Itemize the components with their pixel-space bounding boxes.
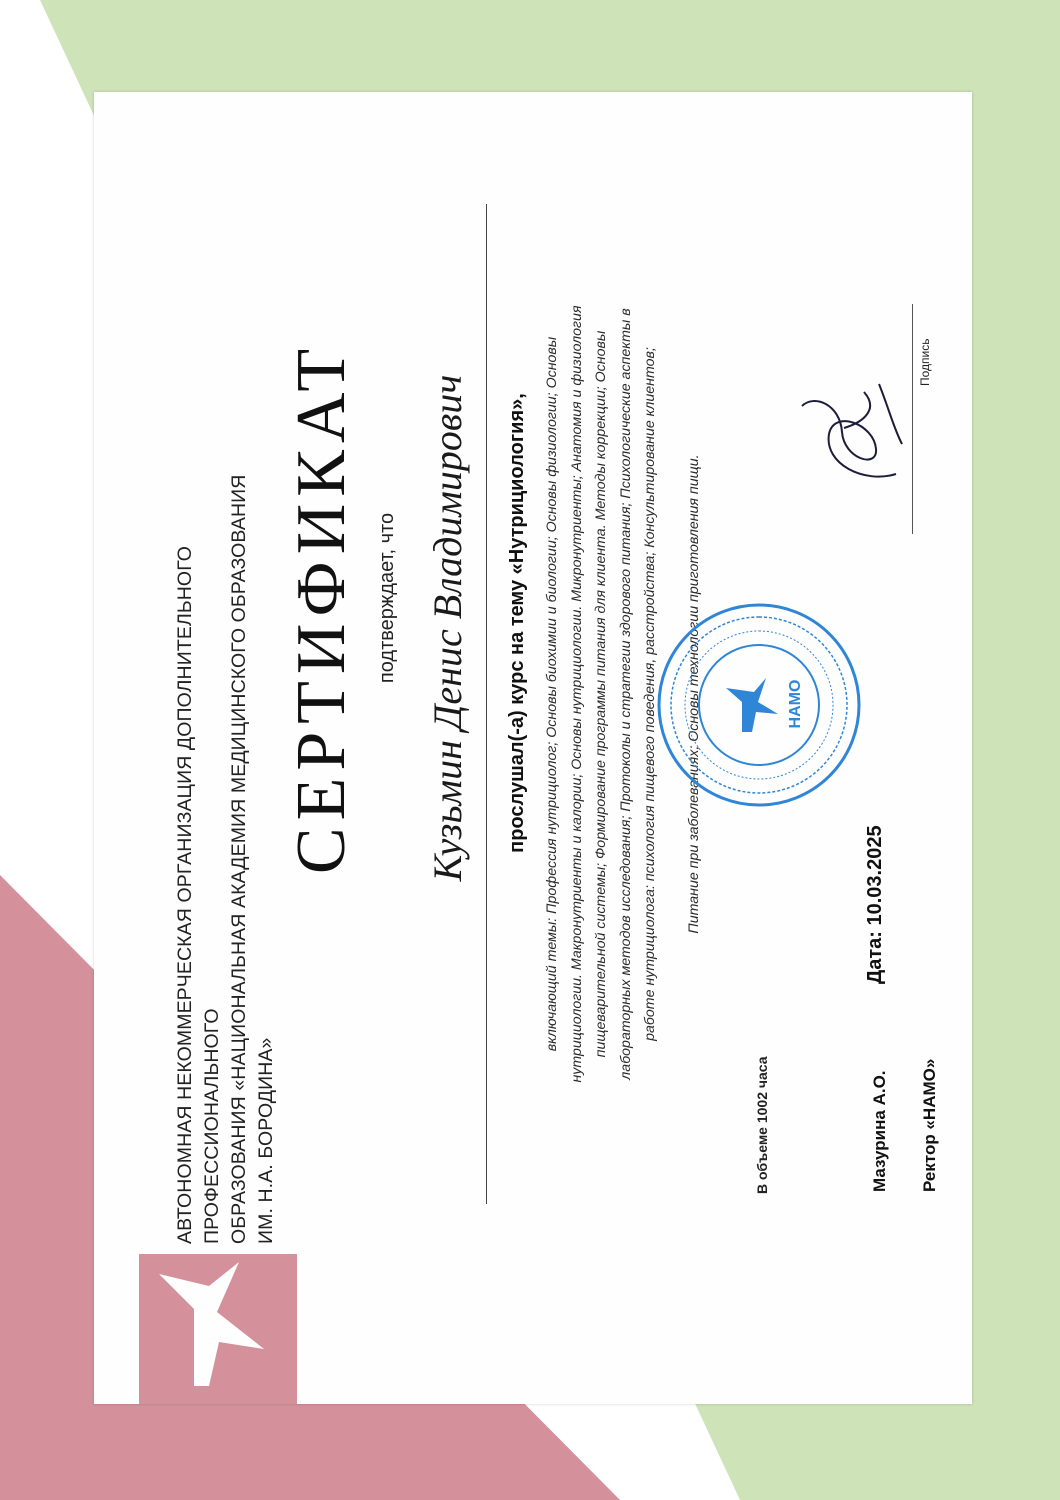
organization-line-3: ИМ. Н.А. БОРОДИНА»: [255, 1037, 277, 1244]
recipient-name: Кузьмин Денис Владимирович: [425, 374, 470, 882]
course-hours: В объеме 1002 часа: [754, 1056, 770, 1194]
topics-line-4: лабораторных методов исследования; Протоколы и стратегии здорового питания; Психологические аспекты в: [617, 308, 634, 1080]
issue-date: Дата: 10.03.2025: [864, 825, 886, 984]
organization-line-1: АВТОНОМНАЯ НЕКОММЕРЧЕСКАЯ ОРГАНИЗАЦИЯ ДОПОЛНИТЕЛЬНОГО ПРОФЕССИОНАЛЬНОГО: [174, 545, 223, 1244]
certificate-title: СЕРТИФИКАТ: [283, 341, 360, 875]
signer-title: Ректор «НАМО»: [920, 1058, 939, 1192]
organization-line-2: ОБРАЗОВАНИЯ «НАЦИОНАЛЬНАЯ АКАДЕМИЯ МЕДИЦИНСКОГО ОБРАЗОВАНИЯ: [228, 474, 250, 1244]
signer-name: Мазурина А.О.: [870, 1070, 889, 1192]
certificate-sheet: [94, 92, 972, 1404]
certificate-content: [94, 92, 972, 1404]
topics-line-5: работе нутрициолога: психология пищевого поведения, расстройства; Консультирование клиентов;: [642, 347, 658, 1041]
stamp-plane-icon: [726, 678, 778, 732]
stamp-brand: НАМО: [787, 679, 804, 729]
confirms-text: подтверждает, что: [376, 512, 398, 684]
signature-label: Подпись: [918, 338, 932, 386]
official-stamp: [654, 600, 864, 810]
topics-last-line: Питание при заболеваниях; Основы технологии приготовления пищи.: [686, 454, 702, 934]
namo-logo: [139, 1254, 297, 1404]
course-title: прослушал(-а) курс на тему «Нутрициология»,: [506, 393, 528, 853]
course-topics: [540, 184, 663, 1204]
signature-line: [912, 304, 913, 534]
topics-line-2: нутрициологии. Макронутриенты и калории; Основы нутрициологии. Микронутриенты; Анатомия и физиология: [568, 305, 585, 1083]
topics-line-1: включающий темы: Профессия нутрициолог; Основы биохимии и биологии; Основы физиологии; Основы: [544, 336, 560, 1052]
signature: [784, 374, 914, 504]
name-underline: [486, 204, 487, 1204]
organization-name: [172, 344, 280, 1244]
topics-line-3: пищеварительной системы; Формирование программы питания для клиента. Методы коррекции; Основы: [593, 330, 609, 1058]
